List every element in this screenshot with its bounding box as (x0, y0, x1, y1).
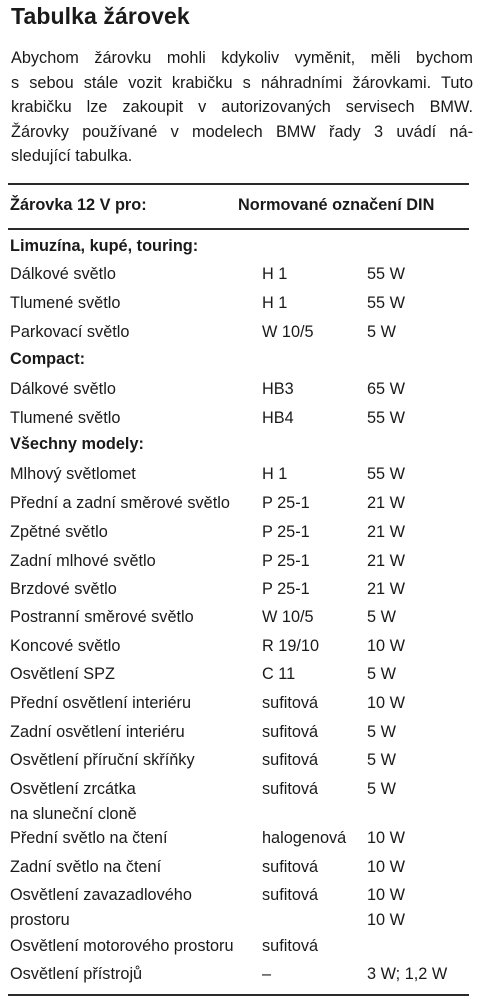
bulb-power-line: 5 W (367, 723, 396, 741)
bulb-power-line: 10 W (367, 637, 406, 655)
bulb-power-line: 55 W (367, 465, 406, 483)
bulb-power (367, 521, 405, 544)
bulb-name-line: Osvětlení příruční skříňky (10, 751, 195, 769)
bulb-name (10, 935, 234, 958)
bulb-name (10, 263, 116, 286)
bulb-name-line: Osvětlení motorového prostoru (10, 937, 234, 955)
bulb-name (10, 721, 185, 744)
intro-line: krabičku lze zakoupit v autorizovaných servisech BMW. (11, 98, 473, 116)
column-header-bulb: Žárovka 12 V pro: (10, 196, 147, 214)
intro-line: sledující tabulka. (11, 147, 133, 165)
bulb-name-line: Zpětné světlo (10, 523, 108, 541)
bulb-name (10, 635, 120, 658)
bulb-name-line: Tlumené světlo (10, 409, 121, 427)
bulb-power-line: 55 W (367, 409, 406, 427)
din-designation: P 25-1 (262, 523, 310, 541)
din-designation: sufitová (262, 937, 319, 955)
bulb-power (367, 663, 396, 686)
din-designation: H 1 (262, 294, 288, 312)
section-heading: Compact: (10, 350, 86, 368)
bulb-name-line: Zadní osvětlení interiéru (10, 723, 185, 741)
bulb-name (10, 463, 136, 486)
bulb-power (367, 963, 447, 986)
bulb-power-line: 10 W (367, 829, 406, 847)
bulb-name (10, 292, 120, 315)
din-designation: sufitová (262, 723, 319, 741)
din-designation: sufitová (262, 886, 319, 904)
bulb-power (367, 463, 405, 486)
bulb-name (10, 827, 167, 850)
bulb-power-line: 3 W; 1,2 W (367, 965, 448, 983)
bulb-name-line: Dálkové světlo (10, 265, 116, 283)
bulb-power (367, 606, 396, 629)
page-title: Tabulka žárovek (11, 3, 190, 29)
section-heading: Všechny modely: (10, 435, 144, 453)
bulb-power (367, 292, 405, 315)
bulb-power (367, 778, 396, 801)
bulb-power-line: 5 W (367, 608, 396, 626)
bulb-power-line: 10 W (367, 911, 406, 929)
bulb-name-line: Přední osvětlení interiéru (10, 694, 192, 712)
bulb-power (367, 263, 405, 286)
bulb-name (10, 856, 161, 879)
intro-line: Abychom žárovku mohli kdykoliv vyměnit, měli bychom (11, 49, 473, 67)
bulb-power-line: 21 W (367, 580, 406, 598)
bulb-power (367, 550, 405, 573)
bulb-name-line: Osvětlení zavazadlového (10, 886, 192, 904)
bulb-name-line: Tlumené světlo (10, 294, 121, 312)
column-header-din: Normované označení DIN (238, 196, 435, 214)
bulb-name (10, 321, 129, 344)
bulb-power-line: 21 W (367, 523, 406, 541)
bulb-power-line: 21 W (367, 552, 406, 570)
bulb-name (10, 378, 116, 401)
din-designation: sufitová (262, 780, 319, 798)
bulb-name (10, 407, 120, 430)
bulb-power (367, 749, 396, 772)
bulb-power-line: 55 W (367, 265, 406, 283)
din-designation: W 10/5 (262, 323, 314, 341)
bulb-name (10, 492, 230, 515)
bulb-power-line: 10 W (367, 858, 406, 876)
bulb-power-line: 5 W (367, 780, 396, 798)
bulb-power-line: 55 W (367, 294, 406, 312)
bulb-power (367, 721, 396, 744)
din-designation: P 25-1 (262, 494, 310, 512)
bulb-name-line: Osvětlení SPZ (10, 665, 115, 683)
bulb-name-line: Postranní směrové světlo (10, 608, 194, 626)
din-designation: – (262, 965, 272, 983)
din-designation: W 10/5 (262, 608, 314, 626)
bulb-power (367, 884, 405, 932)
din-designation: P 25-1 (262, 552, 310, 570)
intro-line: s sebou stále vozit krabičku s náhradními žárovkami. Tuto (11, 73, 473, 92)
din-designation: HB4 (262, 409, 294, 427)
bulb-name-line: Osvětlení zrcátka (10, 780, 136, 798)
bulb-name (10, 884, 192, 932)
intro-line: Žárovky používané v modelech BMW řady 3 uvádí ná- (11, 122, 473, 141)
din-designation: R 19/10 (262, 637, 320, 655)
bulb-power-line: 5 W (367, 323, 396, 341)
bulb-name-line: Dálkové světlo (10, 380, 116, 398)
bulb-name-line: Přední světlo na čtení (10, 829, 168, 847)
bulb-name-line: Koncové světlo (10, 637, 121, 655)
din-designation: HB3 (262, 380, 294, 398)
bulb-power-line: 10 W (367, 886, 406, 904)
bulb-name (10, 606, 194, 629)
table-bottom-rule (8, 994, 469, 996)
bulb-power (367, 407, 405, 430)
bulb-name (10, 521, 108, 544)
bulb-name-line: Parkovací světlo (10, 323, 130, 341)
bulb-power (367, 692, 405, 715)
din-designation: sufitová (262, 858, 319, 876)
bulb-name (10, 963, 142, 986)
bulb-power (367, 378, 405, 401)
din-designation: halogenová (262, 829, 347, 847)
bulb-name (10, 663, 115, 686)
bulb-power (367, 578, 405, 601)
table-top-rule (8, 183, 469, 185)
bulb-power (367, 321, 396, 344)
din-designation: sufitová (262, 751, 319, 769)
bulb-power (367, 827, 405, 850)
din-designation: P 25-1 (262, 580, 310, 598)
bulb-name-line: Mlhový světlomet (10, 465, 136, 483)
section-heading: Limuzína, kupé, touring: (10, 237, 199, 255)
bulb-power-line: 10 W (367, 694, 406, 712)
bulb-name-line: Osvětlení přístrojů (10, 965, 143, 983)
bulb-power-line: 5 W (367, 665, 396, 683)
table-header-rule (8, 228, 469, 230)
bulb-power (367, 856, 405, 879)
bulb-name (10, 749, 195, 772)
bulb-power-line: 65 W (367, 380, 406, 398)
bulb-name-line: Přední a zadní směrové světlo (10, 494, 230, 512)
bulb-power-line: 5 W (367, 751, 396, 769)
intro-paragraph (11, 46, 473, 169)
bulb-name (10, 692, 191, 715)
din-designation: sufitová (262, 694, 319, 712)
bulb-name-line: na sluneční cloně (10, 805, 137, 823)
din-designation: H 1 (262, 265, 288, 283)
bulb-name (10, 550, 156, 573)
bulb-name-line: Zadní mlhové světlo (10, 552, 156, 570)
bulb-name-line: prostoru (10, 911, 70, 929)
bulb-power (367, 635, 405, 658)
bulb-name-line: Brzdové světlo (10, 580, 117, 598)
bulb-name (10, 778, 137, 826)
bulb-name-line: Zadní světlo na čtení (10, 858, 162, 876)
din-designation: H 1 (262, 465, 288, 483)
din-designation: C 11 (262, 665, 296, 683)
bulb-name (10, 578, 117, 601)
bulb-power (367, 492, 405, 515)
bulb-power-line: 21 W (367, 494, 406, 512)
